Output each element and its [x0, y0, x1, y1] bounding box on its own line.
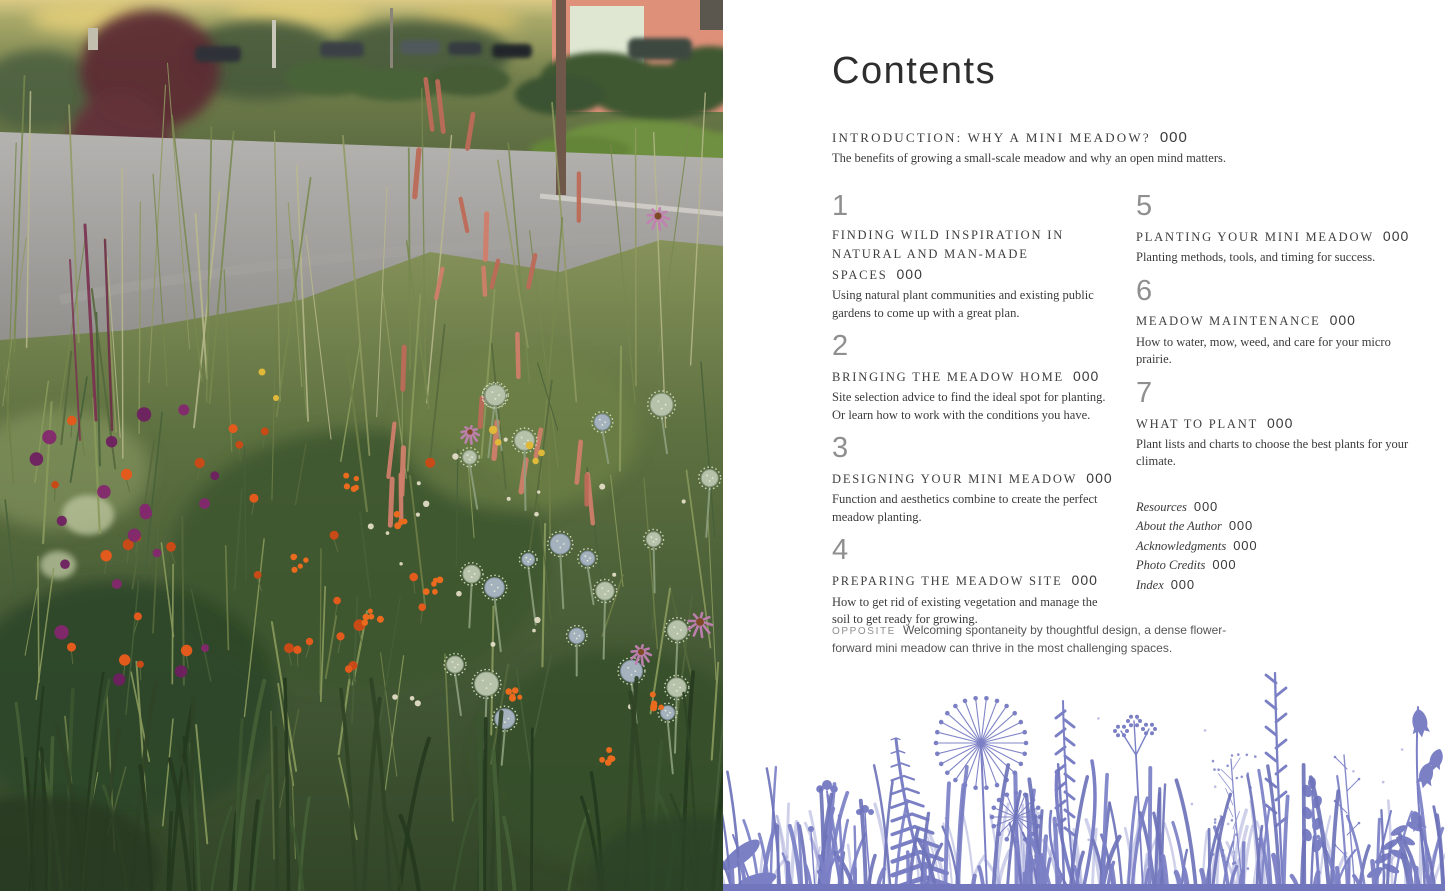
intro-page-number: 000 [1159, 129, 1188, 146]
toc-chapter-3 [832, 433, 1114, 526]
chapter-description: Function and aesthetics combine to create the perfect meadow planting. [832, 492, 1098, 524]
chapter-number: 2 [832, 330, 849, 363]
chapter-description: Using natural plant communities and existing public gardens to come up with a great plan. [832, 288, 1094, 320]
toc-chapter-6 [1136, 276, 1410, 369]
caption-label: OPPOSITE [832, 626, 896, 637]
chapter-page-number: 000 [1086, 470, 1113, 487]
chapter-description: How to get rid of existing vegetation and manage the soil to get ready for growing. [832, 594, 1098, 626]
chapter-page-number: 000 [1072, 367, 1100, 384]
chapter-page-number: 000 [1329, 312, 1356, 329]
back-matter-item [1136, 497, 1410, 517]
chapter-description: How to water, mow, weed, and care for your micro prairie. [1136, 334, 1391, 367]
chapter-description: Site selection advice to find the ideal spot for planting. Or learn how to work with the conditions you have. [832, 390, 1106, 422]
toc-chapter-2 [832, 331, 1114, 424]
contents-page [723, 0, 1445, 891]
chapter-page-number: 000 [1267, 414, 1294, 431]
back-matter-item [1136, 555, 1410, 575]
contents-body [832, 50, 1410, 638]
chapter-title-line [832, 468, 1114, 489]
intro-heading: INTRODUCTION: WHY A MINI MEADOW? [832, 130, 1151, 145]
intro-description: The benefits of growing a small-scale meadow and why an open mind matters. [832, 151, 1226, 165]
back-matter-label: Index [1136, 577, 1164, 592]
chapter-number: 4 [832, 534, 849, 567]
caption-text: Welcoming spontaneity by thoughtful design, a dense flower-forward mini meadow can thrive in the most challenging spaces. [832, 623, 1227, 655]
back-matter-page-number: 000 [1233, 537, 1258, 553]
toc-column-left [832, 191, 1114, 638]
back-matter-list [1136, 497, 1410, 595]
chapter-number: 6 [1136, 274, 1153, 307]
chapter-title: PLANTING YOUR MINI MEADOW [1136, 229, 1374, 244]
back-matter-label: About the Author [1136, 519, 1222, 534]
back-matter-label: Resources [1136, 499, 1187, 514]
toc-chapter-5 [1136, 191, 1410, 267]
toc-chapter-4 [832, 535, 1114, 628]
back-matter-label: Photo Credits [1136, 558, 1206, 573]
chapter-title: WHAT TO PLANT [1136, 416, 1259, 431]
toc-chapter-1 [832, 191, 1114, 322]
chapter-page-number: 000 [896, 265, 923, 282]
meadow-silhouette-illustration [723, 659, 1445, 891]
chapter-title: MEADOW MAINTENANCE [1136, 314, 1321, 329]
chapter-title-line [1136, 413, 1410, 434]
chapter-number: 5 [1136, 189, 1153, 222]
back-matter-label: Acknowledgments [1136, 538, 1227, 553]
back-matter-item [1136, 516, 1410, 536]
chapter-title-line [832, 366, 1114, 387]
back-matter-page-number: 000 [1212, 557, 1237, 573]
chapter-page-number: 000 [1382, 227, 1410, 244]
back-matter-page-number: 000 [1228, 518, 1253, 534]
chapter-title-line [1136, 226, 1410, 247]
chapter-title: PREPARING THE MEADOW SITE [832, 574, 1063, 589]
chapter-description: Planting methods, tools, and timing for success. [1136, 250, 1376, 265]
chapter-title: DESIGNING YOUR MINI MEADOW [832, 472, 1078, 487]
page-title: Contents [832, 50, 997, 92]
toc-intro [832, 129, 1410, 167]
photo-caption [832, 622, 1236, 657]
chapter-description: Plant lists and charts to choose the best plants for your climate. [1136, 436, 1409, 469]
chapter-page-number: 000 [1071, 572, 1098, 589]
back-matter-page-number: 000 [1170, 576, 1195, 592]
chapter-number: 1 [832, 189, 849, 222]
chapter-title: FINDING WILD INSPIRATION IN NATURAL AND MAN-MADE SPACES [832, 227, 1065, 282]
toc-column-right [1136, 191, 1410, 638]
back-matter-item [1136, 536, 1410, 556]
chapter-title-line [832, 226, 1114, 285]
intro-heading-line [832, 129, 1410, 146]
back-matter-page-number: 000 [1193, 498, 1219, 514]
chapter-number: 7 [1136, 376, 1153, 409]
chapter-title-line [1136, 310, 1410, 331]
chapter-number: 3 [832, 432, 849, 465]
toc-chapter-7 [1136, 378, 1410, 471]
back-matter-item [1136, 575, 1410, 595]
chapter-title: BRINGING THE MEADOW HOME [832, 369, 1064, 384]
chapter-title-line [832, 570, 1114, 591]
silhouette-canvas [723, 659, 1445, 891]
toc-columns [832, 191, 1410, 638]
